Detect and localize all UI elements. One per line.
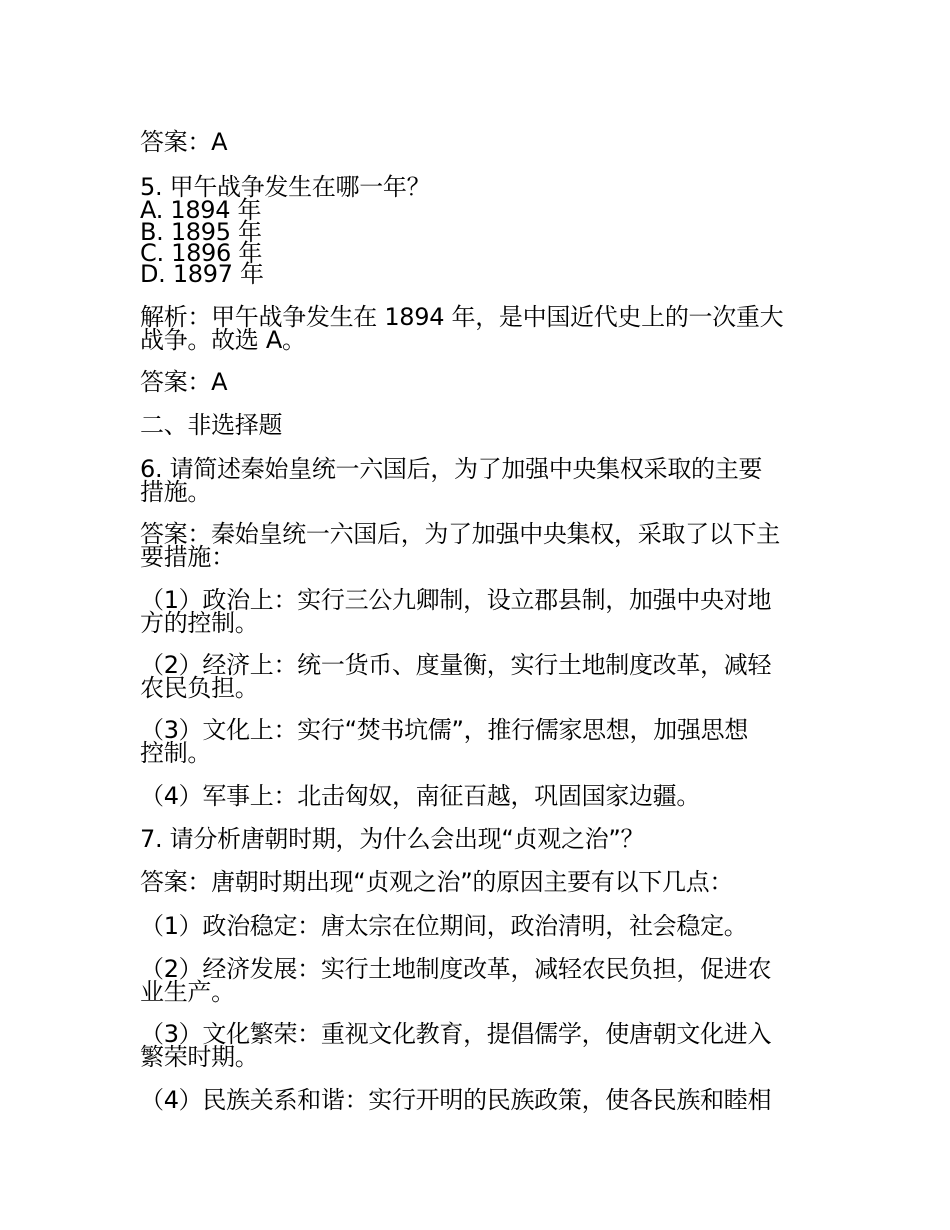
- answer-point: （4）民族关系和谐：实行开明的民族政策，使各民族和睦相: [140, 1086, 772, 1114]
- option-c: C. 1896 年: [140, 239, 263, 267]
- answer-point: 控制。: [140, 739, 212, 767]
- question-7-text: 7. 请分析唐朝时期，为什么会出现“贞观之治”？: [140, 825, 645, 853]
- answer-point: 农民负担。: [140, 674, 259, 702]
- answer-point: （2）经济发展：实行土地制度改革，减轻农民负担，促进农: [140, 955, 772, 983]
- answer-line: 答案：秦始皇统一六国后，为了加强中央集权，采取了以下主: [140, 520, 780, 548]
- answer-point: （3）文化上：实行“焚书坑儒”，推行儒家思想，加强思想: [140, 716, 749, 744]
- option-d: D. 1897 年: [140, 260, 264, 288]
- answer-line: 答案：唐朝时期出现“贞观之治”的原因主要有以下几点：: [140, 868, 734, 896]
- answer-point: 业生产。: [140, 978, 235, 1006]
- answer-point: （3）文化繁荣：重视文化教育，提倡儒学，使唐朝文化进入: [140, 1020, 772, 1048]
- analysis-line: 解析：甲午战争发生在 1894 年，是中国近代史上的一次重大: [140, 303, 784, 331]
- question-5-text: 5. 甲午战争发生在哪一年？: [140, 173, 431, 201]
- option-a: A. 1894 年: [140, 196, 262, 224]
- answer-point: 繁荣时期。: [140, 1043, 259, 1071]
- question-6-text: 措施。: [140, 478, 212, 506]
- document-page: [140, 0, 820, 1230]
- section-heading: 二、非选择题: [140, 411, 283, 439]
- analysis-line: 战争。故选 A。: [140, 326, 306, 354]
- answer-line: 答案：A: [140, 128, 228, 156]
- answer-line: 答案：A: [140, 368, 228, 396]
- question-6-text: 6. 请简述秦始皇统一六国后，为了加强中央集权采取的主要: [140, 455, 763, 483]
- answer-point: （1）政治上：实行三公九卿制，设立郡县制，加强中央对地: [140, 586, 772, 614]
- answer-point: （4）军事上：北击匈奴，南征百越，巩固国家边疆。: [140, 782, 701, 810]
- answer-point: （1）政治稳定：唐太宗在位期间，政治清明，社会稳定。: [140, 912, 748, 940]
- answer-point: 方的控制。: [140, 609, 259, 637]
- option-b: B. 1895 年: [140, 218, 262, 246]
- answer-point: （2）经济上：统一货币、度量衡，实行土地制度改革，减轻: [140, 651, 772, 679]
- answer-line: 要措施：: [140, 543, 235, 571]
